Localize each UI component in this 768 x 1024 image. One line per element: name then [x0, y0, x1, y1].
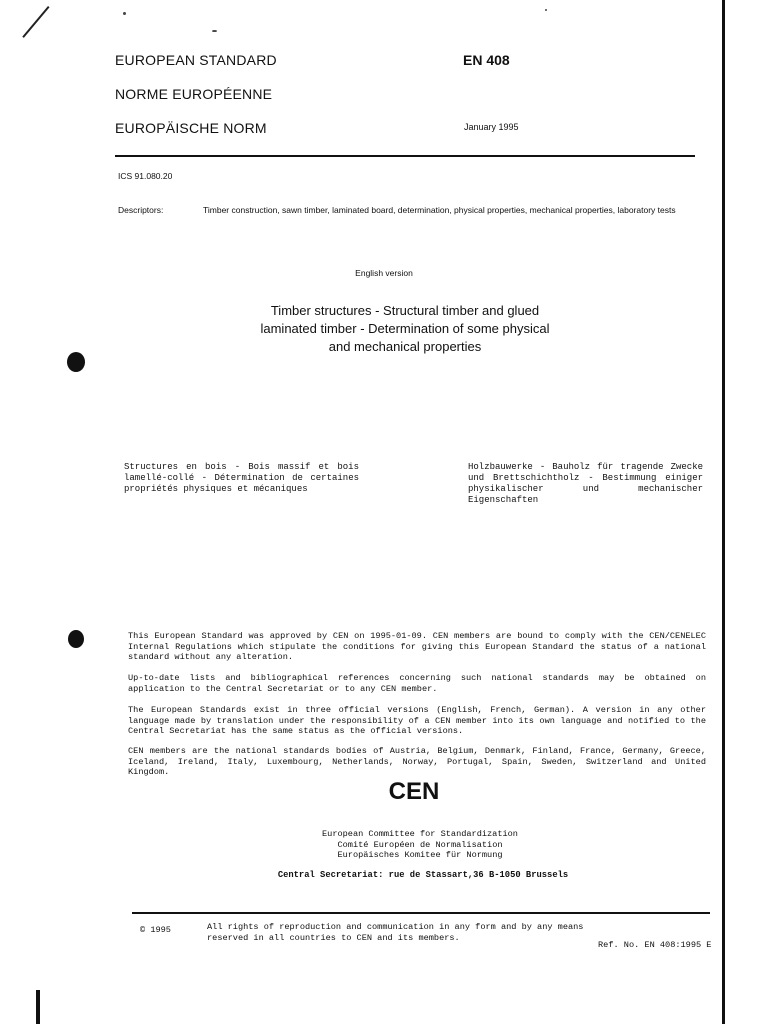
publication-date: January 1995 — [464, 122, 519, 132]
rights-statement: All rights of reproduction and communication in any form and by any means reserved in all countries to CEN and its members. — [207, 922, 584, 943]
descriptors-label: Descriptors: — [118, 205, 164, 215]
committee-name-en: European Committee for Standardization — [322, 829, 518, 839]
descriptors-text: Timber construction, sawn timber, laminated board, determination, physical properties, mechanical properties, laboratory tests — [203, 205, 676, 215]
approval-paragraph: This European Standard was approved by CEN on 1995-01-09. CEN members are bound to comply with the CEN/CENELEC Internal Regulations which stipulate the conditions for giving this European Standard the status of a national standard without any alteration. — [128, 631, 706, 662]
scan-speck — [123, 12, 126, 15]
references-paragraph: Up-to-date lists and bibliographical references concerning such national standards may be obtained on application to the Central Secretariat or to any CEN member. — [128, 673, 706, 694]
scan-speck — [212, 30, 217, 32]
committee-names — [0, 829, 768, 861]
standard-label-de: EUROPÄISCHE NORM — [115, 120, 267, 136]
standard-number: EN 408 — [463, 52, 510, 68]
punch-hole-bottom — [68, 630, 84, 648]
header-divider — [115, 155, 695, 157]
document-title — [190, 302, 620, 356]
scan-edge-left — [36, 990, 40, 1024]
reference-number: Ref. No. EN 408:1995 E — [598, 940, 712, 950]
title-line: Timber structures - Structural timber and glued — [270, 303, 540, 318]
members-paragraph: CEN members are the national standards bodies of Austria, Belgium, Denmark, Finland, France, Germany, Greece, Iceland, Ireland, Italy, Luxembourg, Netherlands, Norway, Portugal, Spain, Sweden, Switzerland and United Kingdom. — [128, 746, 706, 777]
footer-divider — [132, 912, 710, 914]
committee-name-fr: Comité Européen de Normalisation — [337, 839, 503, 850]
standard-label-fr: NORME EUROPÉENNE — [115, 86, 273, 102]
ics-code: ICS 91.080.20 — [118, 171, 173, 181]
copyright: © 1995 — [140, 925, 171, 935]
version-note: English version — [355, 268, 413, 278]
committee-name-de: Europäisches Komitee für Normung — [337, 850, 503, 860]
versions-paragraph: The European Standards exist in three official versions (English, French, German). A version in any other language made by translation under the responsibility of a CEN member into its own language and notified to the Central Secretariat has the same status as the official versions. — [128, 705, 706, 736]
title-line: and mechanical properties — [328, 339, 482, 354]
title-line: laminated timber - Determination of some physical — [260, 321, 550, 336]
cen-logo-text: CEN — [388, 778, 440, 805]
central-secretariat: Central Secretariat: rue de Stassart,36 B-1050 Brussels — [277, 870, 569, 880]
standard-label-en: EUROPEAN STANDARD — [115, 52, 277, 68]
punch-hole-top — [67, 352, 85, 372]
pen-mark — [22, 6, 49, 38]
scan-speck — [545, 9, 547, 11]
french-title: Structures en bois - Bois massif et bois lamellé-collé - Détermination de certaines propriétés physiques et mécaniques — [124, 462, 359, 494]
german-title: Holzbauwerke - Bauholz für tragende Zwecke und Brettschichtholz - Bestimmung einiger physikalischer und mechanischer Eigenschaften — [468, 462, 703, 505]
